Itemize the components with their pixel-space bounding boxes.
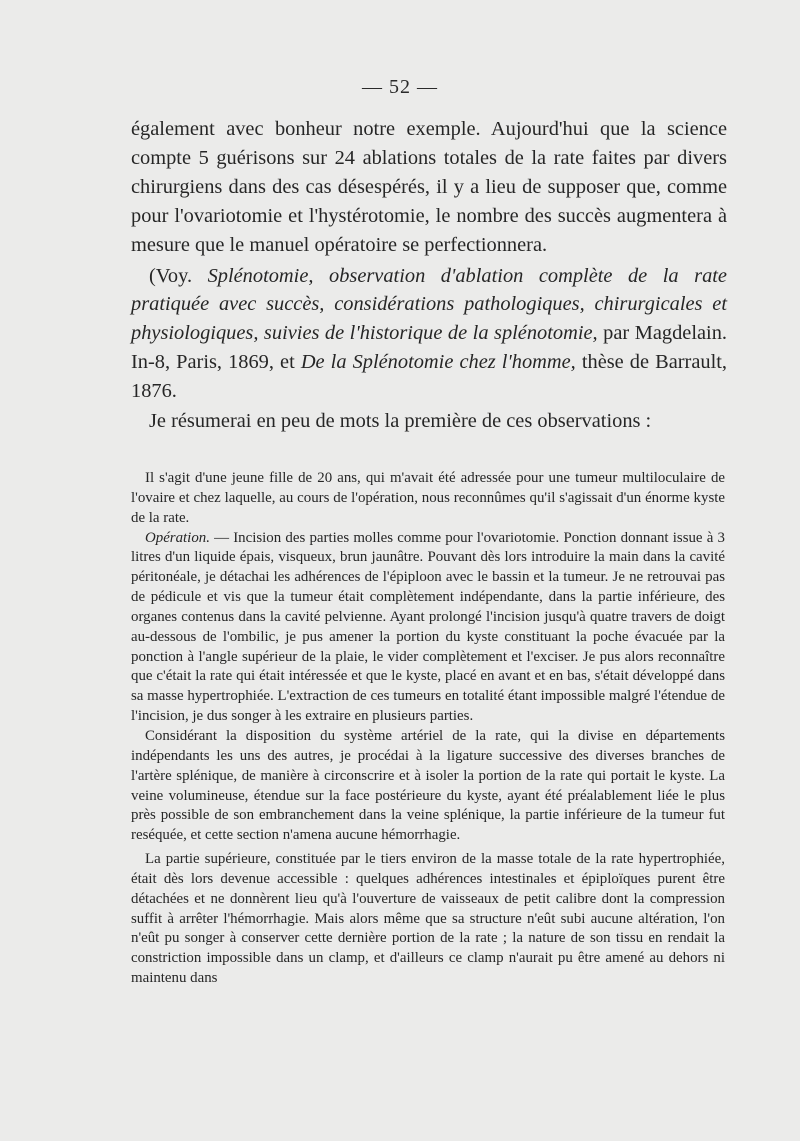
paragraph-conclusion: également avec bonheur notre exemple. Aujourd'hui que la science compte 5 guérisons sur 24 ablations totales de la rate faites par divers chirurgiens dans des cas désespérés, il y a lieu de supposer que, comme pour l'ovariotomie et l'hystérotomie, le nombre des succès augmentera à mesure que le manuel opératoire se perfectionnera. [131,118,727,256]
operation-text: — Incision des parties molles comme pour l'ovariotomie. Ponction donnant issue à 3 litres d'un liquide épais, visqueux, brun jaunâtre. Pouvant dès lors introduire la main dans la cavité péritonéale, je détachai les adhérences de l'épiploon avec le bassin et la tumeur. Je ne retrouvai pas de pédicule et vis que la tumeur était complètement indépendante, dans la partie inférieure, des organes contenus dans la cavité pelvienne. Ayant prolongé l'incision jusqu'à quatre travers de doigt au-dessous de l'ombilic, je pus amener la portion du kyste constituant la poche évacuée par la ponction à l'angle supérieur de la plaie, le vider complètement et l'exciser. Je pus alors reconnaître que c'était la rate qui était intéressée et que le kyste, placé en avant et en bas, s'était développé dans sa masse hypertrophiée. L'extraction de ces tumeurs en totalité étant impossible malgré l'étendue de l'incision, je dus songer à les extraire en plusieurs parties. [131,529,725,725]
observation-lead: Je résumerai en peu de mots la première de ces observations : [149,410,652,433]
observation-text [131,469,725,989]
reference-title-barrault: De la Splénotomie chez l'homme, [300,351,576,374]
operation-label: Opération. [145,529,210,546]
observation-ligature: Considérant la disposition du système artériel de la rate, qui la divise en départements indépendants les uns des autres, je procédai à la ligature successive des diverses branches de l'artère splénique, de manière à circonscrire et à isoler la portion de la rate qui portait le kyste. La veine volumineuse, étendue sur la face postérieure du kyste, ayant été préalablement liée le plus près possible de son embranchement dans la veine splénique, la partie inférieure de la tumeur fut reséquée, et cette section n'amena aucune hémorrhagie. [131,727,725,844]
reference-author: par Magdelain. In-8, Paris, 1869, et [131,322,727,374]
page-number: — 52 — [362,76,438,98]
reference-close: thèse de Barrault, 1876. [131,351,728,403]
main-text [131,115,727,436]
reference-title-magdelain: Splénotomie, observation d'ablation complète de la rate pratiquée avec succès, considérations pathologiques, chirurgicales et physiologiques, suivies de l'historique de la splénotomie, [131,264,727,345]
observation-upper-part: La partie supérieure, constituée par le tiers environ de la masse totale de la rate hypertrophiée, était dès lors devenue accessible : quelques adhérences intestinales et épiploïques purent être détachées et ne donnèrent lieu qu'à l'ouverture de vaisseaux de petit calibre dont la compression suffit à arrêter l'hémorrhagie. Mais alors même que sa structure n'eût subi aucune altération, l'on n'eût pu songer à conserver cette dernière portion de la rate ; la nature de son tissu en rendait la constriction impossible dans un clamp, et d'ailleurs ce clamp n'aurait pu être amené au dehors ni maintenu dans [131,851,725,987]
reference-open: (Voy. [149,264,208,287]
bibliographic-reference [131,262,727,407]
observation-operation [131,529,725,727]
observation-intro: Il s'agit d'une jeune fille de 20 ans, qui m'avait été adressée pour une tumeur multiloculaire de l'ovaire et chez laquelle, au cours de l'opération, nous reconnûmes qu'il s'agissait d'un énorme kyste de la rate. [131,470,725,526]
